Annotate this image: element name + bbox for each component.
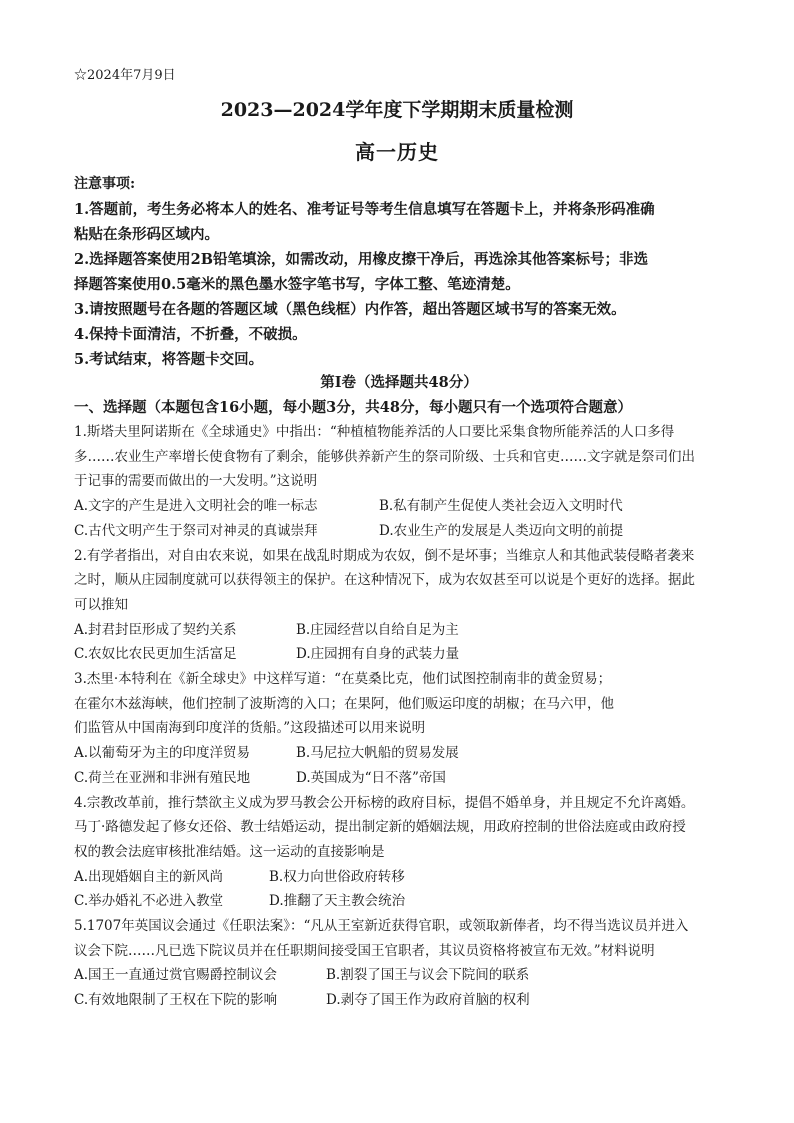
- question-3: [74, 667, 724, 791]
- question-stem-line: 多……农业生产率增长使食物有了剩余，能够供养新产生的祭司阶级、士兵和官吏……文字就是祭司们出: [74, 448, 695, 465]
- question-5: [74, 914, 724, 1013]
- question-list: [74, 420, 724, 1013]
- option-d: D.农业生产的发展是人类迈向文明的前提: [379, 522, 624, 539]
- option-b: B.私有制产生促使人类社会迈入文明时代: [379, 498, 623, 515]
- option-b: B.马尼拉大帆船的贸易发展: [296, 745, 459, 762]
- option-row: [74, 494, 724, 519]
- option-c: C.举办婚礼不必进入教堂: [74, 893, 224, 910]
- notes-line: 5.考试结束，将答题卡交回。: [74, 351, 264, 368]
- option-row: [74, 889, 724, 914]
- option-a: A.以葡萄牙为主的印度洋贸易: [74, 745, 251, 762]
- question-stem-line: 3.杰里·本特利在《新全球史》中这样写道：“在莫桑比克，他们试图控制南非的黄金贸易；: [74, 671, 612, 688]
- option-b: B.割裂了国王与议会下院间的联系: [326, 967, 530, 984]
- notes-line: 3.请按照题号在各题的答题区域（黑色线框）内作答，超出答题区域书写的答案无效。: [74, 301, 626, 318]
- notes-line: 2.选择题答案使用2B铅笔填涂，如需改动，用橡皮擦干净后，再选涂其他答案标号；非选: [74, 251, 648, 268]
- question-1: [74, 420, 724, 544]
- option-a: A.出现婚姻自主的新风尚: [74, 868, 224, 885]
- question-stem-line: 在霍尔木兹海峡，他们控制了波斯湾的入口；在果阿，他们贩运印度的胡椒；在马六甲，他: [74, 695, 614, 712]
- question-stem-line: 2.有学者指出，对自由农来说，如果在战乱时期成为农奴，倒不是坏事；当维京人和其他武装侵略者袭来: [74, 547, 695, 564]
- option-d: D.推翻了天主教会统治: [269, 893, 406, 910]
- option-d: D.英国成为“日不落”帝国: [296, 769, 446, 786]
- option-c: C.农奴比农民更加生活富足: [74, 646, 237, 663]
- option-row: [74, 865, 724, 890]
- notes-line: 1.答题前，考生务必将本人的姓名、准考证号等考生信息填写在答题卡上，并将条形码准确: [74, 201, 655, 218]
- option-c: C.古代文明产生于祭司对神灵的真诚崇拜: [74, 522, 318, 539]
- notes-line: 择题答案使用0.5毫米的黑色墨水签字笔书写，字体工整、笔迹清楚。: [74, 276, 520, 293]
- section-heading: 一、选择题（本题包含16小题，每小题3分，共48分，每小题只有一个选项符合题意）: [74, 399, 632, 416]
- question-stem-line: 1.斯塔夫里阿诺斯在《全球通史》中指出：“种植植物能养活的人口要比采集食物所能养活的人口多得: [74, 424, 675, 440]
- option-row: [74, 642, 724, 667]
- option-row: [74, 519, 724, 544]
- question-stem-line: 于记事的需要而做出的一大发明。”这说明: [74, 473, 318, 490]
- notes-line: 粘贴在条形码区域内。: [74, 226, 219, 243]
- option-d: D.庄园拥有自身的武装力量: [296, 646, 460, 663]
- question-4: [74, 791, 724, 915]
- question-stem-line: 可以推知: [74, 596, 128, 613]
- notes-line: 4.保持卡面清洁，不折叠，不破损。: [74, 326, 307, 343]
- exam-subject: 高一历史: [355, 140, 439, 164]
- notes-heading: 注意事项:: [74, 176, 136, 192]
- question-stem-line: 5.1707年英国议会通过《任职法案》：“凡从王室新近获得官职，或领取新俸者，均不得当选议员并进入: [74, 918, 689, 935]
- question-2: [74, 544, 724, 668]
- option-d: D.剥夺了国王作为政府首脑的权利: [326, 992, 530, 1009]
- question-stem-line: 马丁·路德发起了修女还俗、教士结婚运动，提出制定新的婚姻法规，用政府控制的世俗法庭或由政府授: [74, 819, 686, 836]
- option-row: [74, 988, 724, 1013]
- question-stem-line: 议会下院……凡已选下院议员并在任职期间接受国王官职者，其议员资格将被宣布无效。”材料说明: [74, 942, 655, 959]
- question-stem-line: 们监管从中国南海到印度洋的货船。”这段描述可以用来说明: [74, 720, 426, 737]
- option-a: A.国王一直通过赏官赐爵控制议会: [74, 967, 278, 984]
- option-c: C.有效地限制了王权在下院的影响: [74, 992, 278, 1009]
- option-row: [74, 963, 724, 988]
- option-c: C.荷兰在亚洲和非洲有殖民地: [74, 769, 251, 786]
- question-stem-line: 之时，顺从庄园制度就可以获得领主的保护。在这种情况下，成为农奴甚至可以说是个更好的选择。据此: [74, 572, 695, 589]
- option-row: [74, 618, 724, 643]
- question-stem-line: 4.宗教改革前，推行禁欲主义成为罗马教会公开标榜的政府目标，提倡不婚单身，并且规定不允许离婚。: [74, 794, 695, 811]
- question-stem-line: 权的教会法庭审核批准结婚。这一运动的直接影响是: [74, 843, 385, 860]
- option-a: A.文字的产生是进入文明社会的唯一标志: [74, 498, 318, 515]
- part-title: 第Ⅰ卷（选择题共48分）: [320, 374, 478, 391]
- option-row: [74, 766, 724, 791]
- option-a: A.封君封臣形成了契约关系: [74, 621, 237, 638]
- notes-block: [74, 172, 724, 372]
- option-row: [74, 741, 724, 766]
- option-b: B.权力向世俗政府转移: [269, 868, 405, 885]
- option-b: B.庄园经营以自给自足为主: [296, 621, 459, 638]
- exam-date: ☆2024年7月9日: [74, 68, 176, 83]
- exam-title: 2023—2024学年度下学期期末质量检测: [220, 99, 574, 121]
